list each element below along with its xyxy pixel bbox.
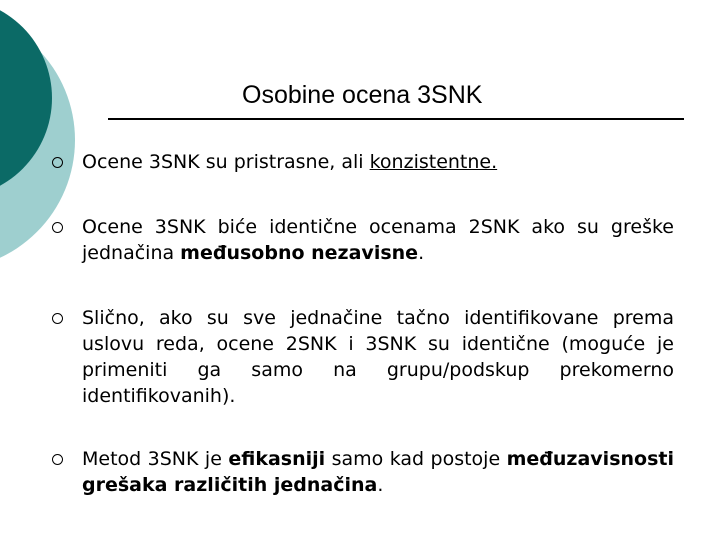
bullet-circle-icon (52, 222, 63, 233)
bullet-text-3 (82, 305, 674, 409)
text-run: . (377, 474, 384, 496)
bullet-item-2 (52, 214, 674, 266)
bold-text-run: međusobno nezavisne (180, 242, 419, 264)
underlined-text-run: konzistentne. (369, 151, 498, 173)
slide-title: Osobine ocena 3SNK (242, 81, 483, 109)
bullet-item-4 (52, 446, 674, 498)
text-run: . (418, 242, 425, 264)
text-run: Ocene 3SNK biće identične ocenama 2SNK ako su greške jednačina (82, 216, 674, 264)
text-run: Slično, ako su sve jednačine tačno identifikovane prema uslovu reda, ocene 2SNK i 3SNK su identične (moguće je primeniti ga samo na grupu/podskup prekomerno identifikovanih). (82, 307, 674, 407)
text-run: Ocene 3SNK su pristrasne, ali (82, 151, 370, 173)
bold-text-run: međuzavisnosti grešaka različitih jednačina (82, 448, 674, 496)
text-run: samo kad postoje (325, 448, 507, 470)
text-run: Metod 3SNK je (82, 448, 229, 470)
bullet-circle-icon (52, 313, 63, 324)
bullet-circle-icon (52, 157, 63, 168)
bullet-item-1 (52, 149, 674, 175)
bullet-text-2 (82, 214, 674, 266)
bullet-circle-icon (52, 454, 63, 465)
bullet-item-3 (52, 305, 674, 409)
bullet-text-1 (82, 149, 674, 175)
bold-text-run: efikasniji (228, 448, 326, 470)
bullet-text-4 (82, 446, 674, 498)
